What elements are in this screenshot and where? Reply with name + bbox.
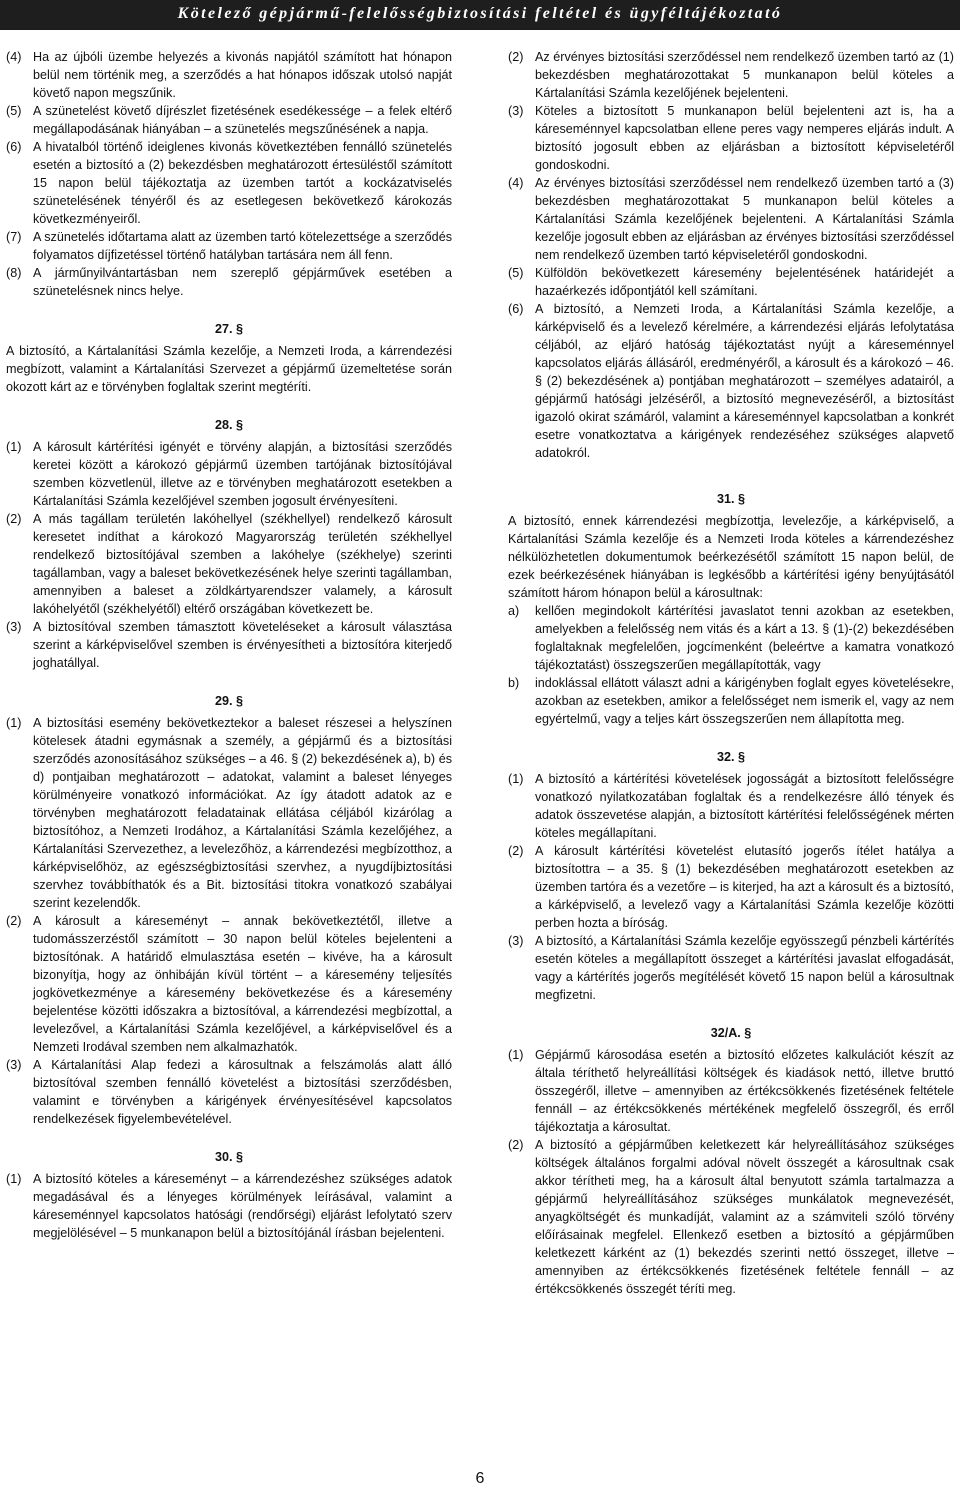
item-number: (2) xyxy=(508,1138,524,1152)
left-items-a xyxy=(6,48,452,300)
left-column xyxy=(6,48,452,1242)
item-number: (5) xyxy=(6,104,22,118)
list-item xyxy=(508,48,954,102)
list-item xyxy=(6,618,452,672)
list-item xyxy=(508,300,954,462)
item-text: Külföldön bekövetkezett káresemény bejelentésének határidejét a hazaérkezés időpontjától kell számítani. xyxy=(535,266,954,298)
item-number: (3) xyxy=(6,620,22,634)
item-number: (2) xyxy=(508,50,524,64)
item-number: (2) xyxy=(508,844,524,858)
section-title-29: 29. § xyxy=(214,694,243,708)
list-item xyxy=(508,1046,954,1136)
item-text: A biztosító köteles a káreseményt – a kárrendezéshez szükséges adatok megadásával és a lényeges körülmények leírásával, valamint a káreseménnyel kapcsolatos hatósági (rendőrségi) eljárást lefolytató szerv megjelölésével – 5 munkanapon belül a biztosítójánál írásban bejelenteni. xyxy=(33,1172,452,1240)
item-text: A más tagállam területén lakóhellyel (székhellyel) rendelkező károsult keresetet indíthat a károkozó Magyarország területén székhellyel rendelkező biztosítójával szemben a lakóhelye (székhelye) szerinti tagállamban, vagy a baleset bekövetkezésének helye szerinti tagállamban, amennyiben a baleset a zöldkártyarendszer valamely, a károsult lakóhelyétől (székhelyétől) eltérő országában következett be. xyxy=(33,512,452,616)
item-text: Ha az újbóli üzembe helyezés a kivonás napjától számított hat hónapon belül nem történik meg, a szerződés a hat hónapos időszak utolsó napját követő napon megszűnik. xyxy=(33,50,452,100)
item-text: A károsult kártérítési igényét e törvény alapján, a biztosítási szerződés keretei között a károkozó gépjármű üzemben tartójának biztosítójával szemben közvetlenül, illetve az e törvényben meghatározott esetekben a Kártalanítási Számla kezelőjével szemben jogosult érvényesíteni. xyxy=(33,440,452,508)
item-text: Köteles a biztosított 5 munkanapon belül bejelenteni azt is, ha a káreseménnyel kapcsolatban ellene peres vagy nemperes eljárás indult. A biztosító jogosult ebben az eljárásban a biztosított képviseletéről gondoskodni. xyxy=(535,104,954,172)
list-item xyxy=(6,102,452,138)
list-item xyxy=(508,602,954,674)
item-number: (4) xyxy=(508,176,524,190)
item-text: Az érvényes biztosítási szerződéssel nem rendelkező üzemben tartó az (1) bekezdésben meghatározottakat 5 munkanapon belül köteles a Kártalanítási Számla kezelőjének bejelenteni. xyxy=(535,50,954,100)
item-text: A szünetelés időtartama alatt az üzemben tartó kötelezettsége a szerződés folyamatos díjfizetéssel történő hatályban tartására nem áll fenn. xyxy=(33,230,452,262)
item-number: (5) xyxy=(508,266,524,280)
item-number: (6) xyxy=(6,140,22,154)
item-text: A biztosítási esemény bekövetkeztekor a baleset részesei a helyszínen kötelesek átadni egymásnak a személy, a gépjármű és a biztosítási szerződés azonosításához szükséges – a 46. § (2) bekezdésének a), b) és d) pontjaiban meghatározott – adatokat, valamint a baleset lényeges körülményeire vonatkozó információkat. Az így átadott adatok az e törvényben meghatározott feladatainak ellátása céljából kizárólag a biztosítóhoz, a Nemzeti Irodához, a Kártalanítási Számla kezelőjéhez, a Kártalanítási Szervezethez, a levelezőhöz, a kárrendezési megbízotthoz, a kárképviselőhöz, az egészségbiztosítási szervhez, a nyugdíjbiztosítási szervhez továbbíthatók és a Bit. biztosítási titokra vonatkozó szabályai szerint kezelendők. xyxy=(33,716,452,910)
section-title-32a: 32/A. § xyxy=(710,1026,752,1040)
list-item xyxy=(508,842,954,932)
item-number: (1) xyxy=(508,1048,524,1062)
item-text: A hivatalból történő ideiglenes kivonás következtében fennálló szünetelés esetén a biztosító a (2) bekezdésben meghatározott értesüléstől számított 15 napon belül tájékoztatja az üzemben tartót a kockázatviselés szünetelésének tényéről és az esetlegesen bekövetkező károkozás következményeiről. xyxy=(33,140,452,226)
list-item xyxy=(508,174,954,264)
item-text: A károsult a káreseményt – annak bekövetkeztétől, illetve a tudomásszerzéstől számított – 30 napon belül köteles bejelenteni a biztosítónak. A határidő elmulasztása esetén – kivéve, ha a károsult bizonyítja, hogy az önhibáján kívül történt – a káresemény teljesítés jogkövetkezménye a káresemény bekövetkezése és a káresemény bejelentése közötti időszakra a biztosítóval, a kárrendezési megbízottal, a levelezővel, a Kártalanítási Számla kezelőjével, a kárképviselővel és a Nemzeti Irodával szemben nem alkalmazhatók. xyxy=(33,914,452,1054)
section-title-31: 31. § xyxy=(716,492,745,506)
item-number: (4) xyxy=(6,50,22,64)
item-letter: a) xyxy=(508,604,520,618)
item-text: A károsult kártérítési követelést elutasító jogerős ítélet hatálya a biztosítottra – a 35. § (1) bekezdésében meghatározott esetekben az üzemben tartóra és a vezetőre – is kiterjed, ha azt a károsult és a biztosító, a kárképviselő, a levelező vagy a Kártalanítási Számla kezelője közötti perben hozta a bíróság. xyxy=(535,844,954,930)
page-number: 6 xyxy=(475,1470,485,1487)
item-number: (3) xyxy=(508,934,524,948)
item-number: (7) xyxy=(6,230,22,244)
page-header xyxy=(0,0,960,30)
item-number: (3) xyxy=(6,1058,22,1072)
item-number: (1) xyxy=(6,1172,22,1186)
list-item xyxy=(6,48,452,102)
item-text: A biztosító, a Nemzeti Iroda, a Kártalanítási Számla kezelője, a kárképviselő és a levelező kérelmére, a kárrendezési eljárás lefolytatása céljából, az eljáró hatóság tájékoztatást nyújt a káreseménnyel kapcsolatos eljárás állásáról, eredményéről, a károsult és a károkozó – 46. § (2) bekezdésének a) pontjában meghatározott – személyes adatairól, a gépjármű hatósági jelzéséről, a biztosító megnevezéséről, a biztosítást igazoló okirat számáról, valamint a káreseménnyel kapcsolatban a konkrét esetre vonatkoztatva a kárigények rendezéséhez szükséges alapvető adatokról. xyxy=(535,302,954,460)
item-text: A biztosító a kártérítési követelések jogosságát a biztosított felelősségre vonatkozó nyilatkozatában foglaltak és a rendelkezésre álló tények és adatok összevetése alapján, a biztosított kártérítési felelősségének mérten köteles megállapítani. xyxy=(535,772,954,840)
list-item xyxy=(6,1056,452,1128)
list-item xyxy=(6,438,452,510)
header-title: Kötelező gépjármű-felelősségbiztosítási feltétel és ügyféltájékoztató xyxy=(177,5,783,22)
list-item xyxy=(508,674,954,728)
section-title-30: 30. § xyxy=(214,1150,243,1164)
right-column xyxy=(508,48,954,1298)
item-number: (6) xyxy=(508,302,524,316)
item-text: A biztosítóval szemben támasztott követeléseket a károsult választása szerint a kárképviselővel szemben is érvényesítheti a biztosítóra kiterjedő joghatállyal. xyxy=(33,620,452,670)
list-item xyxy=(6,1170,452,1242)
item-text: indoklással ellátott választ adni a kárigényben foglalt egyes követelésekre, azokban az esetekben, amikor a felelősséget nem ismerik el, vagy az nem egyértelmű, vagy a teljes kárt összegszerűen nem állapította meg. xyxy=(535,676,954,726)
section-title-28: 28. § xyxy=(214,418,243,432)
list-item xyxy=(6,714,452,912)
list-item xyxy=(508,264,954,300)
item-text: Gépjármű károsodása esetén a biztosító előzetes kalkulációt készít az általa téríthető helyreállítási költségek és kiadások nettó, illetve bruttó összegéről, illetve – amennyiben az értékcsökkenés fizetésének feltétele fennáll – az értékcsökkenés mértékének megfelelő összegről, és erről tájékoztatja a károsultat. xyxy=(535,1048,954,1134)
list-item xyxy=(508,102,954,174)
section-title-32: 32. § xyxy=(716,750,745,764)
section-title-27: 27. § xyxy=(214,322,243,336)
item-number: (2) xyxy=(6,512,22,526)
item-number: (1) xyxy=(508,772,524,786)
item-number: (3) xyxy=(508,104,524,118)
list-item xyxy=(6,228,452,264)
item-letter: b) xyxy=(508,676,520,690)
list-item xyxy=(508,1136,954,1298)
item-text: A Kártalanítási Alap fedezi a károsultnak a felszámolás alatt álló biztosítóval szemben fennálló követelést a biztosítási szerződésben, valamint e törvényben a kárigények érvényesítésével kapcsolatos rendelkezések figyelembevételével. xyxy=(33,1058,452,1126)
list-item xyxy=(6,912,452,1056)
item-text: A biztosító a gépjárműben keletkezett kár helyreállításához szükséges költségek általános forgalmi adóval növelt összegét a károsultnak csak akkor térítheti meg, ha a károsult által benyutott számla tartalmazza a gépjármű helyreállításához szükséges munkálatok megnevezését, anyagköltségét és munkadíját, valamint az a számviteli szóló törvény előírásainak megfelel. Ellenkező esetben a biztosító a gépjárműben keletkezett kárként az (1) bekezdés szerinti nettó összeget, illetve – amennyiben az értékcsökkenés fizetésének feltétele fennáll – az értékcsökkenés összegét téríti meg. xyxy=(535,1138,954,1296)
item-text: A járműnyilvántartásban nem szereplő gépjárművek esetében a szünetelésnek nincs helye. xyxy=(33,266,452,298)
item-number: (1) xyxy=(6,716,22,730)
item-text: A biztosító, a Kártalanítási Számla kezelője egyösszegű pénzbeli kártérítés esetén köteles a megállapított összeget a kártérítési javaslat elfogadását, vagy a kártérítés jogerős megítélését követő 15 napon belül a károsultnak megfizetni. xyxy=(535,934,954,1002)
list-item xyxy=(508,932,954,1004)
item-number: (1) xyxy=(6,440,22,454)
list-item xyxy=(508,770,954,842)
item-text: kellően megindokolt kártérítési javaslatot tenni azokban az esetekben, amelyekben a felelősség nem vitás és a kárt a 13. § (1)-(2) bekezdésében foglaltaknak megfelelően, jogcímenként (beleértve a kamatra vonatkozó tájékoztatást) összegszerűen megállapították, vagy xyxy=(535,604,954,672)
item-text: Az érvényes biztosítási szerződéssel nem rendelkező üzemben tartó a (3) bekezdésben meghatározottakat 5 munkanapon belül köteles a Kártalanítási Számla kezelőjének bejelenteni. A Kártalanítási Számla kezelője jogosult ebben az eljárásban az érvényes biztosítási szerződéssel nem rendelkező üzemben tartó képviseletéről gondoskodni. xyxy=(535,176,954,262)
list-item xyxy=(6,138,452,228)
section-27-text: A biztosító, a Kártalanítási Számla kezelője, a Nemzeti Iroda, a kárrendezési megbízott, valamint a Kártalanítási Szervezet a gépjármű üzemeltetése során okozott kárt az e törvényben foglaltak szerint megtéríti. xyxy=(6,344,452,394)
item-text: A szünetelést követő díjrészlet fizetésének esedékessége – a felek eltérő megállapodásának hiányában – a szünetelés megszűnésének a napja. xyxy=(33,104,452,136)
item-number: (8) xyxy=(6,266,22,280)
list-item xyxy=(6,264,452,300)
section-31-text: A biztosító, ennek kárrendezési megbízottja, levelezője, a kárképviselő, a Kártalanítási Számla kezelője és a Nemzeti Iroda köteles a kárrendezéshez nélkülözhetetlen dokumentumok beérkezésétől számított 15 napon belül, de ezek beérkezésének hiányában is legkésőbb a kártérítési igény benyújtásától számított három hónapon belül a károsultnak: xyxy=(508,514,954,600)
list-item xyxy=(6,510,452,618)
item-number: (2) xyxy=(6,914,22,928)
